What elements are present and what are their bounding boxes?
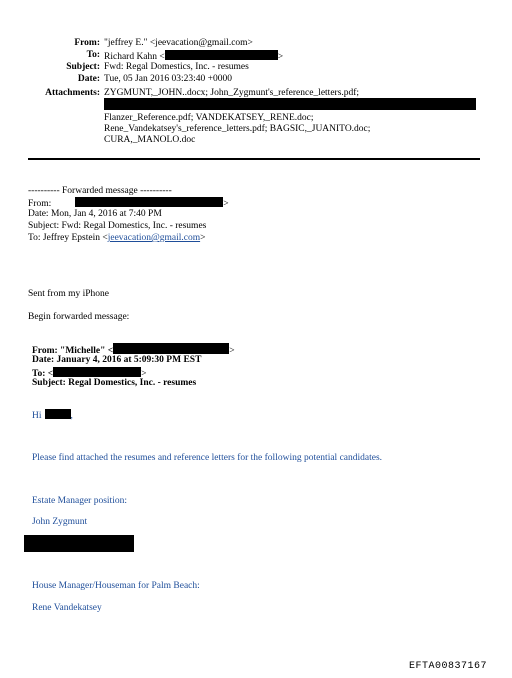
forward-to-prefix: To: Jeffrey Epstein < (28, 233, 108, 243)
attachments-line-4: CURA,_MANOLO.doc (104, 135, 196, 145)
date-label: Date: (77, 74, 100, 84)
house-name: Rene Vandekatsey (32, 603, 102, 613)
forward-to (28, 233, 205, 243)
greeting-word: Hi (32, 411, 42, 421)
forward-marker: ---------- Forwarded message ---------- (28, 186, 172, 196)
to-close: > (277, 52, 284, 62)
to-value (104, 50, 283, 62)
to-name: Richard Kahn < (104, 52, 165, 62)
forward-subject: Subject: Fwd: Regal Domestics, Inc. - resumes (28, 221, 207, 231)
michelle-subject: Subject: Regal Domestics, Inc. - resumes (32, 378, 197, 388)
greeting-punct: , (70, 411, 73, 421)
begin-forwarded: Begin forwarded message: (28, 312, 130, 322)
forward-date: Date: Mon, Jan 4, 2016 at 7:40 PM (28, 209, 162, 219)
redaction-box (24, 535, 134, 552)
attachments-label: Attachments: (45, 88, 100, 98)
intro-text: Please find attached the resumes and reference letters for the following potential candidates. (32, 453, 383, 463)
attachments-line-2: Flanzer_Reference.pdf; VANDEKATSEY,_RENE.doc; (104, 113, 314, 123)
email-link[interactable]: jeevacation@gmail.com (107, 233, 201, 243)
forward-from-close: > (223, 199, 229, 209)
bates-number: EFTA00837167 (409, 661, 488, 672)
attachments-line-1: ZYGMUNT,_JOHN..docx; John_Zygmunt's_reference_letters.pdf; (104, 88, 360, 98)
forward-to-suffix: > (200, 233, 206, 243)
header-divider (28, 158, 480, 160)
attachments-line-3: Rene_Vandekatsey's_reference_letters.pdf; BAGSIC,_JUANITO.doc; (104, 124, 371, 134)
michelle-to-label: To: < (32, 369, 54, 379)
redaction-box (75, 197, 223, 207)
subject-label: Subject: (66, 62, 100, 72)
michelle-to-close: > (141, 369, 147, 379)
redaction-box (104, 98, 476, 110)
redaction-box (165, 50, 278, 60)
michelle-from-label: From: "Michelle" < (32, 346, 114, 356)
from-label: From: (74, 38, 100, 48)
from-value: "jeffrey E." <jeevacation@gmail.com> (104, 38, 253, 48)
redaction-box (45, 409, 71, 419)
redaction-box (113, 343, 229, 354)
date-value: Tue, 05 Jan 2016 03:23:40 +0000 (104, 74, 232, 84)
house-heading: House Manager/Houseman for Palm Beach: (32, 581, 200, 591)
forward-from (28, 197, 229, 209)
michelle-date: Date: January 4, 2016 at 5:09:30 PM EST (32, 355, 202, 365)
sent-from-iphone: Sent from my iPhone (28, 289, 110, 299)
to-label: To: (86, 50, 100, 60)
greeting (32, 409, 73, 421)
forward-from-label: From: (28, 199, 52, 209)
estate-heading: Estate Manager position: (32, 496, 127, 506)
estate-name: John Zygmunt (32, 517, 88, 527)
subject-value: Fwd: Regal Domestics, Inc. - resumes (104, 62, 249, 72)
michelle-from-close: > (229, 346, 235, 356)
redaction-box (53, 367, 141, 377)
